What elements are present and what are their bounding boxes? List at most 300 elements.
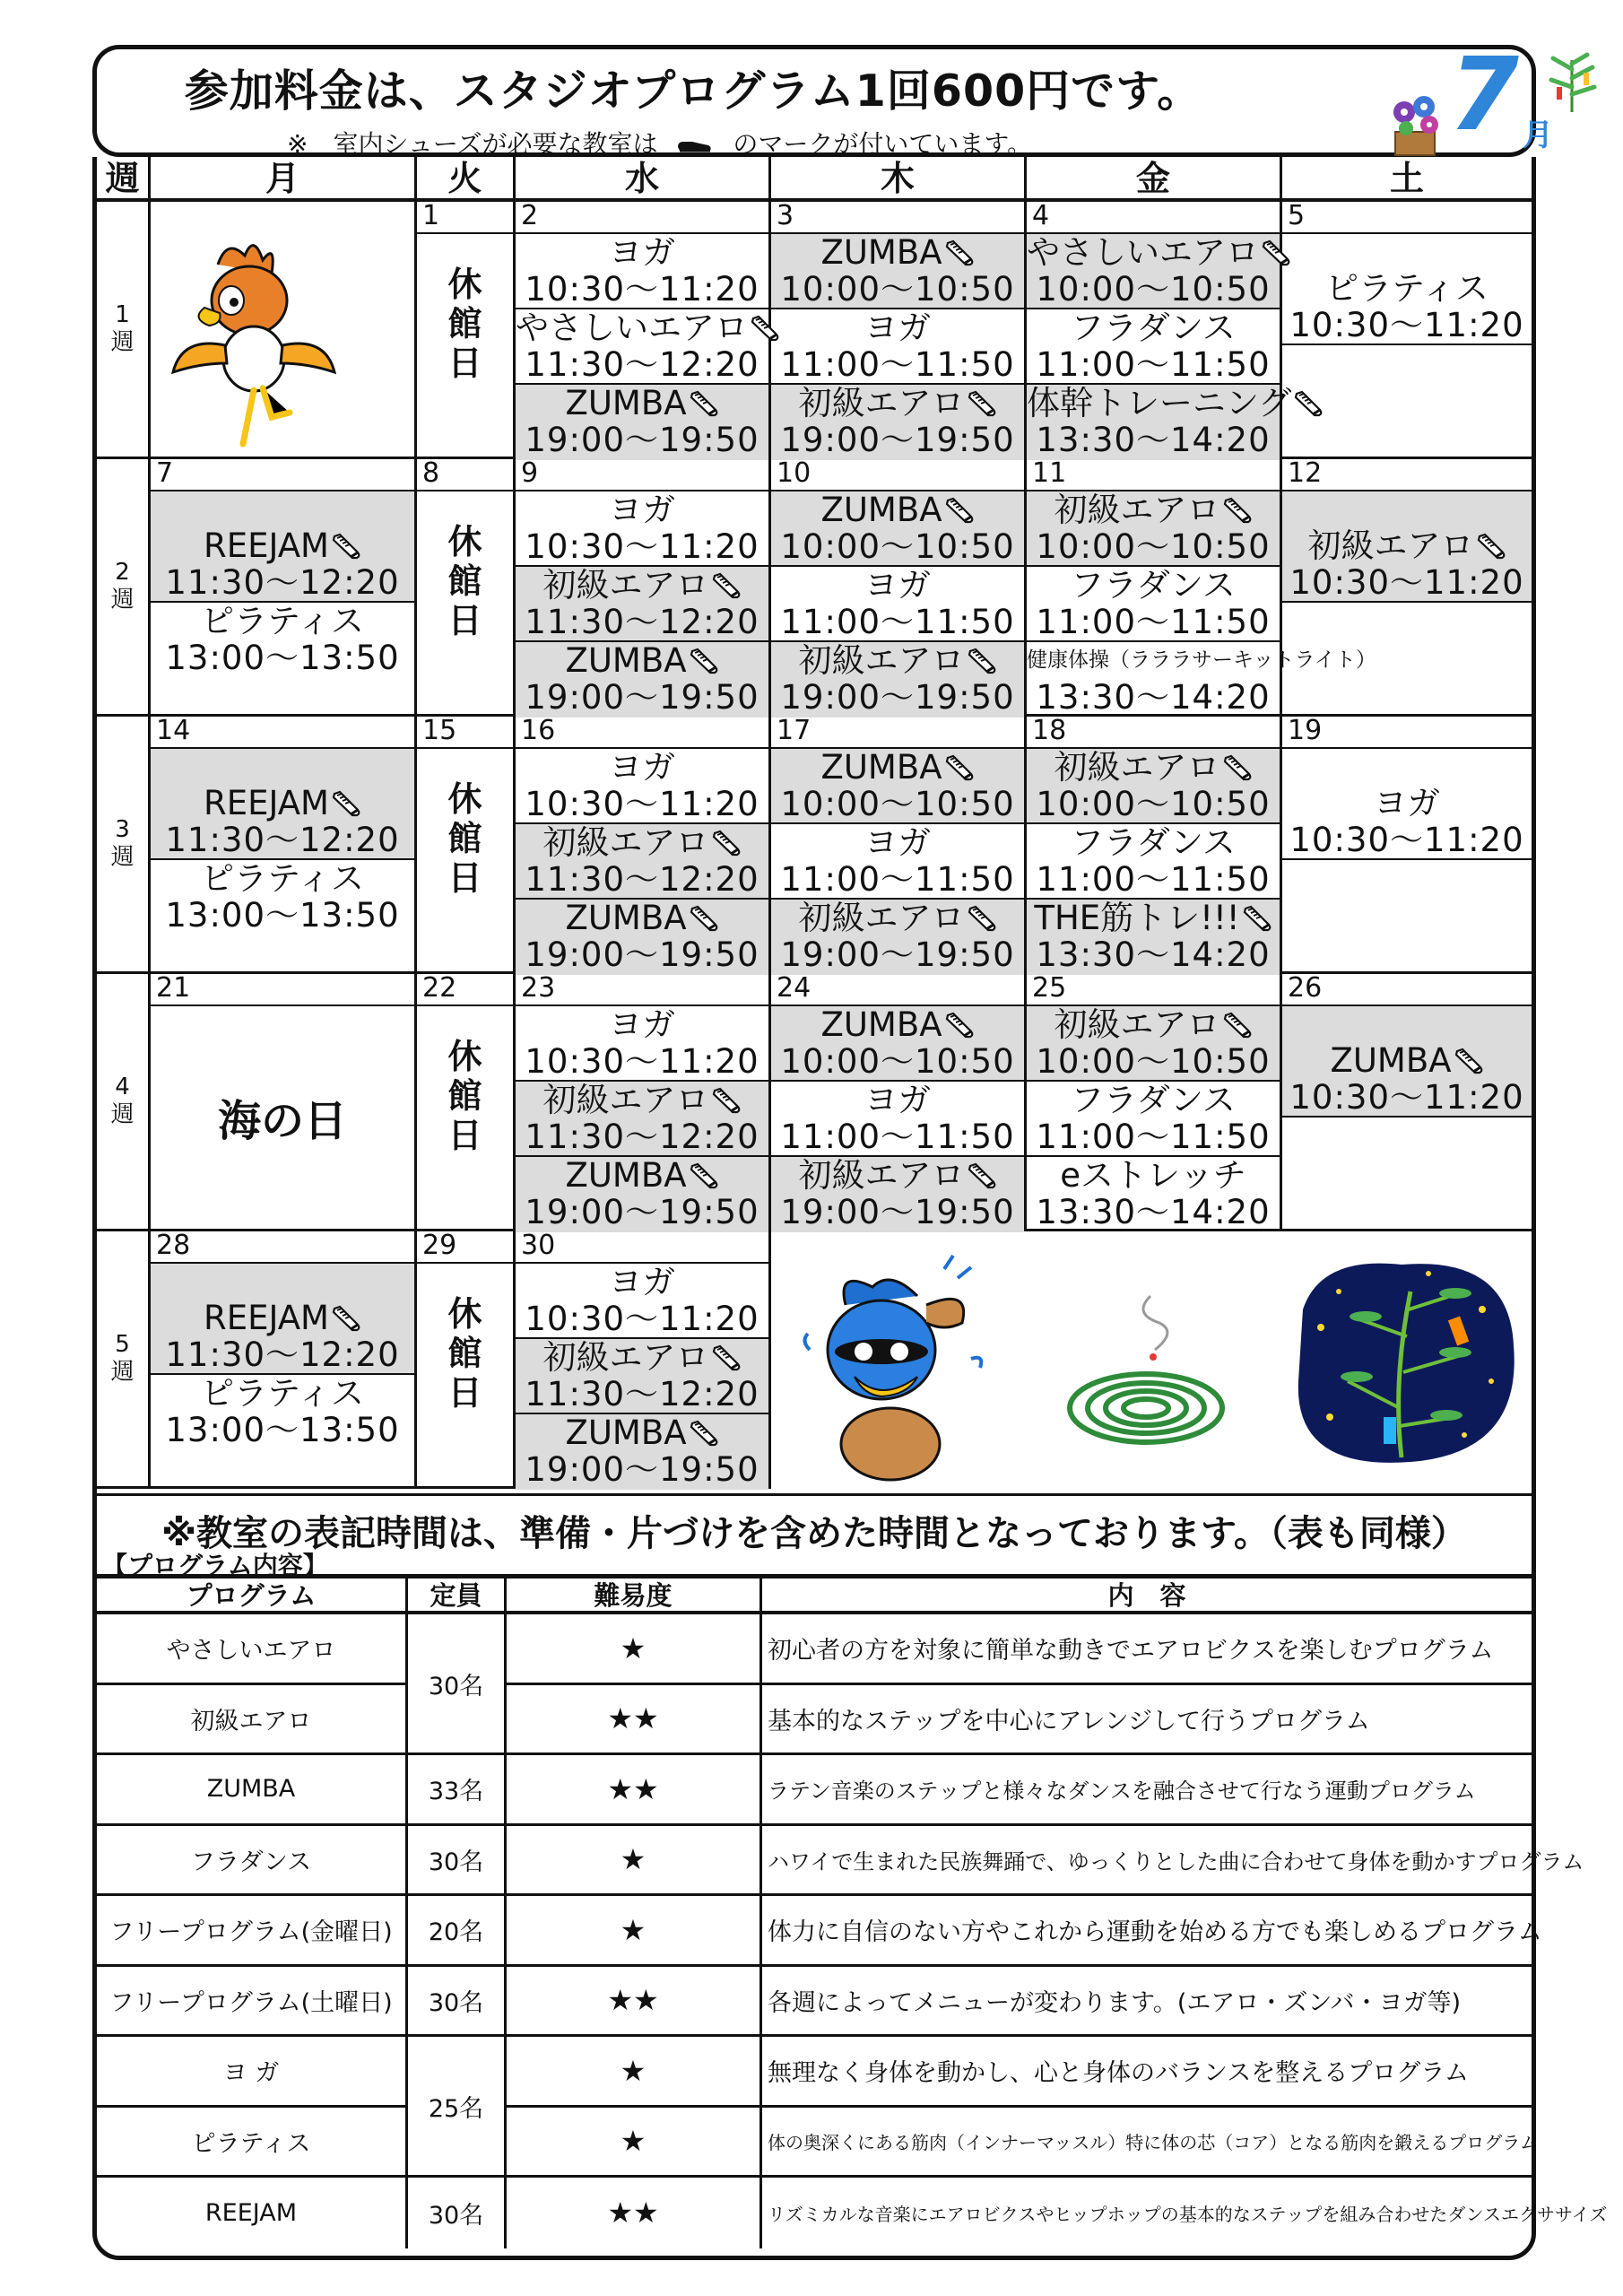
day-cell [1282,717,1532,974]
day-header [97,157,151,202]
class-slot [1027,491,1280,567]
day-number: 28 [156,1230,191,1261]
program-name-text: ピラティス [191,2129,311,2158]
day-cell [771,459,1027,717]
holiday-label: 海の日 [217,1096,347,1146]
program-capacity-text: 33名 [428,1778,484,1806]
class-time: 11:00～11:50 [1036,860,1271,899]
class-name [151,603,414,639]
class-name [771,642,1024,679]
class-name-text: ZUMBA [565,899,687,937]
program-table-header-label: 難易度 [594,1580,673,1611]
class-name [151,527,414,564]
program-capacity [408,2178,507,2248]
day-number-divider [417,232,513,234]
day-header-label: 火 [447,159,482,198]
day-header-label: 木 [880,159,915,198]
class-name-text: 初級エアロ [798,384,965,422]
day-header [1027,157,1282,202]
class-time: 10:00～10:50 [1036,527,1271,566]
week-label-part: 週 [110,844,135,871]
class-time: 10:30～11:20 [1289,306,1524,344]
day-number: 14 [156,715,191,746]
class-name [1027,824,1280,861]
day-number: 29 [422,1230,457,1261]
day-cell [771,717,1027,974]
class-name [516,1082,768,1118]
class-time: 10:30～11:20 [525,270,759,309]
class-name-text: 初級エアロ [798,1156,965,1195]
class-name-text: 初級エアロ [798,899,965,937]
week-label-part: 週 [110,587,135,613]
shoe-icon [967,1162,997,1189]
class-name [516,309,768,346]
month-unit: 月 [1523,117,1553,153]
closed-label-char: 日 [447,601,482,640]
program-difficulty-text: ★★ [607,2196,659,2231]
day-cell [516,974,771,1231]
week-label-part: 2 [115,558,130,586]
program-table-header-label: 内 容 [1107,1580,1186,1611]
class-time: 11:30～12:20 [165,1335,400,1374]
class-time: 10:30～11:20 [1289,563,1524,602]
class-name-text: ZUMBA [820,1005,942,1044]
class-time: 19:00～19:50 [780,678,1015,717]
class-name [151,1375,414,1412]
class-name [516,491,768,528]
class-time: 13:30～14:20 [1036,678,1271,717]
day-number-divider [417,1004,513,1006]
program-capacity-text: 30名 [428,1988,484,2017]
class-name-text: 初級エアロ [798,641,965,680]
class-name [516,1264,768,1300]
program-section-label: 【プログラム内容】 [102,1551,328,1580]
day-cell [151,1231,417,1489]
class-time: 11:30～12:20 [165,563,400,602]
class-slot [516,1157,768,1232]
class-slot [1282,234,1532,345]
class-name [1027,384,1292,422]
class-slot [516,385,768,460]
shoe-icon [711,1087,742,1114]
program-difficulty-text: ★★ [607,1701,659,1736]
class-time: 10:30～11:20 [1289,821,1524,859]
program-difficulty [507,1896,762,1967]
shoe-icon [967,390,997,417]
program-description-text: 無理なく身体を動かし、心と身体のバランスを整えるプログラム [768,2059,1469,2088]
week-label-text [110,301,134,357]
program-name [97,1685,408,1756]
class-slot [771,567,1024,642]
class-name-text: REEJAM [204,526,329,565]
program-capacity [408,1826,507,1897]
class-name [516,824,768,861]
class-slot [516,1414,768,1490]
shoe-icon [711,572,742,599]
shoe-icon [967,905,997,932]
calendar [92,157,1536,1493]
class-name-text: ZUMBA [565,384,687,422]
class-slot [516,900,768,975]
shoe-icon [967,648,997,674]
program-difficulty-text: ★★ [607,1771,659,1806]
program-difficulty [507,2037,762,2108]
week-label [97,459,151,717]
week-label-part: 週 [110,1101,135,1128]
class-name [1027,900,1280,936]
class-name [516,1157,768,1194]
class-name [516,749,768,786]
day-cell [151,974,417,1231]
class-name [516,385,768,422]
program-difficulty-text: ★ [620,2053,647,2088]
program-name-text: フリープログラム(金曜日) [109,1918,393,1947]
day-cell [151,202,417,459]
class-time: 19:00～19:50 [780,421,1015,459]
program-description [762,1755,1532,1826]
program-capacity-text: 30名 [428,2201,484,2230]
week-label-part: 3 [115,815,130,843]
class-name [1282,785,1532,822]
program-name [97,2037,408,2108]
class-slot [516,234,768,309]
class-name-text: 初級エアロ [542,1081,709,1119]
class-time: 11:30～12:20 [525,603,759,641]
program-difficulty-text: ★ [620,1631,647,1665]
class-time: 10:00～10:50 [1036,785,1271,823]
day-header-label: 金 [1135,159,1170,198]
class-name-text: THE筋トレ!!! [1034,899,1240,937]
program-description-text: 各週によってメニューが変わります。(エアロ・ズンバ・ヨガ等) [768,1988,1462,2017]
notice-text: ※教室の表記時間は、準備・片づけを含めた時間となっております。（表も同様） [161,1513,1467,1554]
class-time: 11:00～11:50 [780,1118,1015,1156]
class-name-text: ZUMBA [565,1413,687,1452]
class-name-text: ピラティス [200,602,365,640]
class-name [516,1339,768,1376]
program-name [97,2178,408,2248]
program-difficulty [507,1826,762,1897]
class-name [771,385,1024,422]
program-difficulty [507,1614,762,1685]
class-slot [1282,749,1532,860]
class-name-text: eストレッチ [1060,1156,1246,1195]
class-name-text: 初級エアロ [542,566,709,604]
class-time: 13:00～13:50 [165,639,400,677]
week-label-part: 5 [115,1330,130,1358]
day-header [771,157,1027,202]
class-name-text: ヨガ [864,1081,931,1119]
shoe-icon [331,1305,361,1332]
class-name-text: ヨガ [864,566,931,604]
program-difficulty [507,2178,762,2248]
day-header-label: 月 [265,159,299,198]
closed-label-char: 休 [447,522,482,561]
closed-label-char: 休 [447,779,482,819]
closed-label-char: 館 [447,1334,482,1373]
class-name [1282,270,1532,307]
class-name [771,749,1024,786]
class-time: 13:00～13:50 [165,896,400,935]
program-difficulty-text: ★ [620,1842,647,1877]
day-cell [417,974,516,1231]
class-name-text: ヨガ [609,491,675,529]
day-number: 7 [156,457,174,489]
program-description-text: 基本的なステップを中心にアレンジして行うプログラム [768,1707,1370,1735]
class-slot [1282,1006,1532,1118]
day-cell [516,717,771,974]
closed-label [417,265,513,383]
day-number: 3 [777,200,794,231]
program-description-text: 体の奥深くにある筋肉（インナーマッスル）特に体の芯（コア）となる筋肉を鍛えるプログラム [768,2131,1538,2153]
class-name [1027,491,1280,528]
day-number: 15 [422,715,457,746]
day-number: 23 [521,972,556,1004]
program-difficulty [507,1685,762,1756]
day-number: 21 [156,972,191,1004]
class-name-text: ヨガ [864,823,931,862]
month-number: 7 [1449,37,1519,153]
day-number-divider [417,490,513,491]
closed-label-char: 休 [447,1037,482,1076]
closed-label-char: 館 [447,561,482,601]
class-time: 11:00～11:50 [1036,1118,1271,1156]
class-name-text: ZUMBA [1330,1041,1452,1080]
class-name-text: 初級エアロ [1054,491,1220,529]
class-name [1027,234,1280,271]
shoe-icon [1454,1048,1484,1074]
day-number: 17 [777,715,812,746]
class-name [516,642,768,679]
day-number: 4 [1032,200,1050,231]
program-name-text: フリープログラム(土曜日) [109,1988,393,2017]
swimming-bird-icon [792,1251,998,1484]
shoe-icon [1222,1012,1253,1039]
day-number-divider [151,1004,414,1006]
program-table [92,1574,1608,2260]
class-name-text: 初級エアロ [542,823,709,862]
class-slot [151,749,414,860]
class-name-text: ヨガ [1374,784,1440,822]
closed-label-char: 日 [447,858,482,898]
class-name-text: やさしいエアロ [516,309,748,347]
class-name-text: 初級エアロ [1054,1005,1220,1044]
class-slot [151,860,414,935]
class-time: 19:00～19:50 [525,1193,759,1231]
class-slot [771,642,1024,718]
shoe-note [287,125,1032,161]
class-slot [1027,749,1280,824]
class-name [771,491,1024,528]
shoe-icon [689,648,719,674]
closed-label-char: 日 [447,1373,482,1413]
class-name-text: ZUMBA [565,641,687,680]
day-header-label: 週 [105,159,140,198]
shoe-icon [1222,497,1253,524]
program-table-header [97,1578,408,1614]
program-difficulty-text: ★ [620,2124,647,2159]
program-name-text: やさしいエアロ [166,1637,336,1665]
class-slot [1027,384,1292,460]
week-label [97,1231,151,1489]
class-name [516,234,768,271]
day-number-divider [417,1262,513,1264]
program-description [762,1896,1542,1967]
program-name-text: REEJAM [204,2198,298,2227]
class-time: 11:30～12:20 [165,821,400,859]
program-capacity-text: 30名 [428,1672,484,1700]
closed-label [417,1037,513,1155]
day-number: 22 [422,972,457,1004]
class-slot [771,385,1024,460]
program-table-header-label: 定員 [430,1580,482,1611]
class-name-text: ヨガ [864,309,931,347]
closed-label [417,1294,513,1413]
day-number-divider [417,747,513,749]
class-slot [151,491,414,603]
shoe-icon [1242,905,1272,932]
program-table-header [507,1578,762,1614]
class-slot [1027,824,1280,900]
class-name-text: フラダンス [1071,566,1236,604]
program-capacity [408,1896,507,1967]
class-time: 11:00～11:50 [780,345,1015,384]
class-name [1027,749,1280,786]
week-label-text [110,816,134,872]
shoe-note-suffix: のマークが付いています。 [733,129,1033,159]
class-slot [1027,309,1280,385]
class-name-text: 初級エアロ [1307,526,1474,565]
tanabata-bamboo-icon [1285,1256,1523,1471]
class-time: 11:00～11:50 [780,603,1015,641]
shoe-icon [689,390,719,417]
class-name [516,900,768,936]
class-slot [1027,1157,1280,1232]
week-label [97,717,151,974]
class-name-text: フラダンス [1071,309,1236,347]
class-name-text: REEJAM [204,784,329,822]
program-capacity [408,1967,507,2038]
class-name-text: 初級エアロ [542,1338,709,1377]
closed-label [417,779,513,898]
program-name [97,1896,408,1967]
class-slot [1027,567,1280,642]
class-time: 10:00～10:50 [1036,270,1271,309]
day-cell [1027,717,1282,974]
day-cell [516,459,771,717]
shoe-icon [331,533,361,560]
class-name [1027,309,1280,346]
week-label-part: 1 [115,300,130,328]
class-name [771,234,1024,271]
day-cell [151,717,417,974]
class-slot [771,1082,1024,1157]
class-name [151,860,414,897]
closed-label-char: 休 [447,265,482,304]
shoe-icon [331,790,361,817]
class-name-text: ヨガ [609,748,675,787]
program-description-text: リズミカルな音楽にエアロビクスやヒップホップの基本的なステップを組み合わせたダンスエクササイズ [768,2203,1608,2225]
class-slot [516,1006,768,1082]
program-name [97,1967,408,2038]
class-name [516,1414,768,1451]
class-time: 10:00～10:50 [780,785,1015,823]
shoe-icon [944,239,975,266]
program-name-text: フラダンス [190,1848,312,1876]
shoe-icon [689,905,719,932]
class-name [1027,1082,1280,1118]
closed-label-char: 休 [447,1294,482,1334]
class-name-text: ピラティス [200,1374,365,1413]
program-description [762,1967,1532,2038]
class-name [516,1006,768,1043]
class-slot [516,491,768,567]
program-description-text: ラテン音楽のステップと様々なダンスを融合させて行なう運動プログラム [768,1779,1476,1805]
class-slot [151,603,414,678]
program-name [97,1826,408,1897]
closed-label-char: 館 [447,304,482,344]
shoe-icon [944,497,975,524]
class-name [1282,527,1532,564]
day-header [516,157,771,202]
class-slot [516,1264,768,1339]
day-cell [1282,202,1532,459]
shoe-icon [1476,533,1506,560]
week-label [97,202,151,459]
day-number: 26 [1288,972,1323,1004]
class-name-text: 健康体操（ラララサーキットライト） [1027,648,1376,672]
class-slot [771,1157,1024,1232]
week-label [97,974,151,1231]
program-description-text: 初心者の方を対象に簡単な動きでエアロビクスを楽しむプログラム [768,1637,1494,1665]
class-name-text: ZUMBA [565,1156,687,1195]
closed-label-char: 日 [447,344,482,383]
day-number: 18 [1032,715,1067,746]
class-time: 19:00～19:50 [525,935,759,974]
class-name [1027,1157,1280,1194]
class-time: 11:30～12:20 [525,1375,759,1413]
shoe-icon [689,1420,719,1447]
class-time: 10:00～10:50 [780,1042,1015,1081]
class-name [771,824,1024,861]
day-number: 19 [1288,715,1323,746]
program-description-text: ハワイで生まれた民族舞踊で、ゆっくりとした曲に合わせて身体を動かすプログラム [768,1848,1584,1874]
class-time: 19:00～19:50 [780,935,1015,974]
program-table-header [762,1578,1532,1614]
class-slot [1027,1006,1280,1082]
program-table-header-label: プログラム [186,1580,317,1611]
class-slot [516,642,768,718]
day-number: 2 [521,200,539,231]
class-time: 10:00～10:50 [780,270,1015,309]
class-name-text: ヨガ [609,1263,675,1301]
program-difficulty [507,1755,762,1826]
class-slot [1027,900,1280,975]
day-cell [417,1231,516,1489]
class-time: 11:00～11:50 [780,860,1015,899]
class-slot [516,749,768,824]
program-name [97,2108,408,2179]
day-cell [417,459,516,717]
program-capacity [408,2037,507,2178]
class-time: 19:00～19:50 [525,1450,759,1489]
day-cell [1282,459,1532,717]
shoe-icon [711,830,742,857]
day-number: 5 [1288,200,1306,231]
class-time: 19:00～19:50 [525,678,759,717]
class-time: 19:00～19:50 [525,421,759,459]
bamboo-sprig-icon [1541,51,1603,114]
page-title: 参加料金は、スタジオプログラム1回600円です。 [184,65,1202,117]
